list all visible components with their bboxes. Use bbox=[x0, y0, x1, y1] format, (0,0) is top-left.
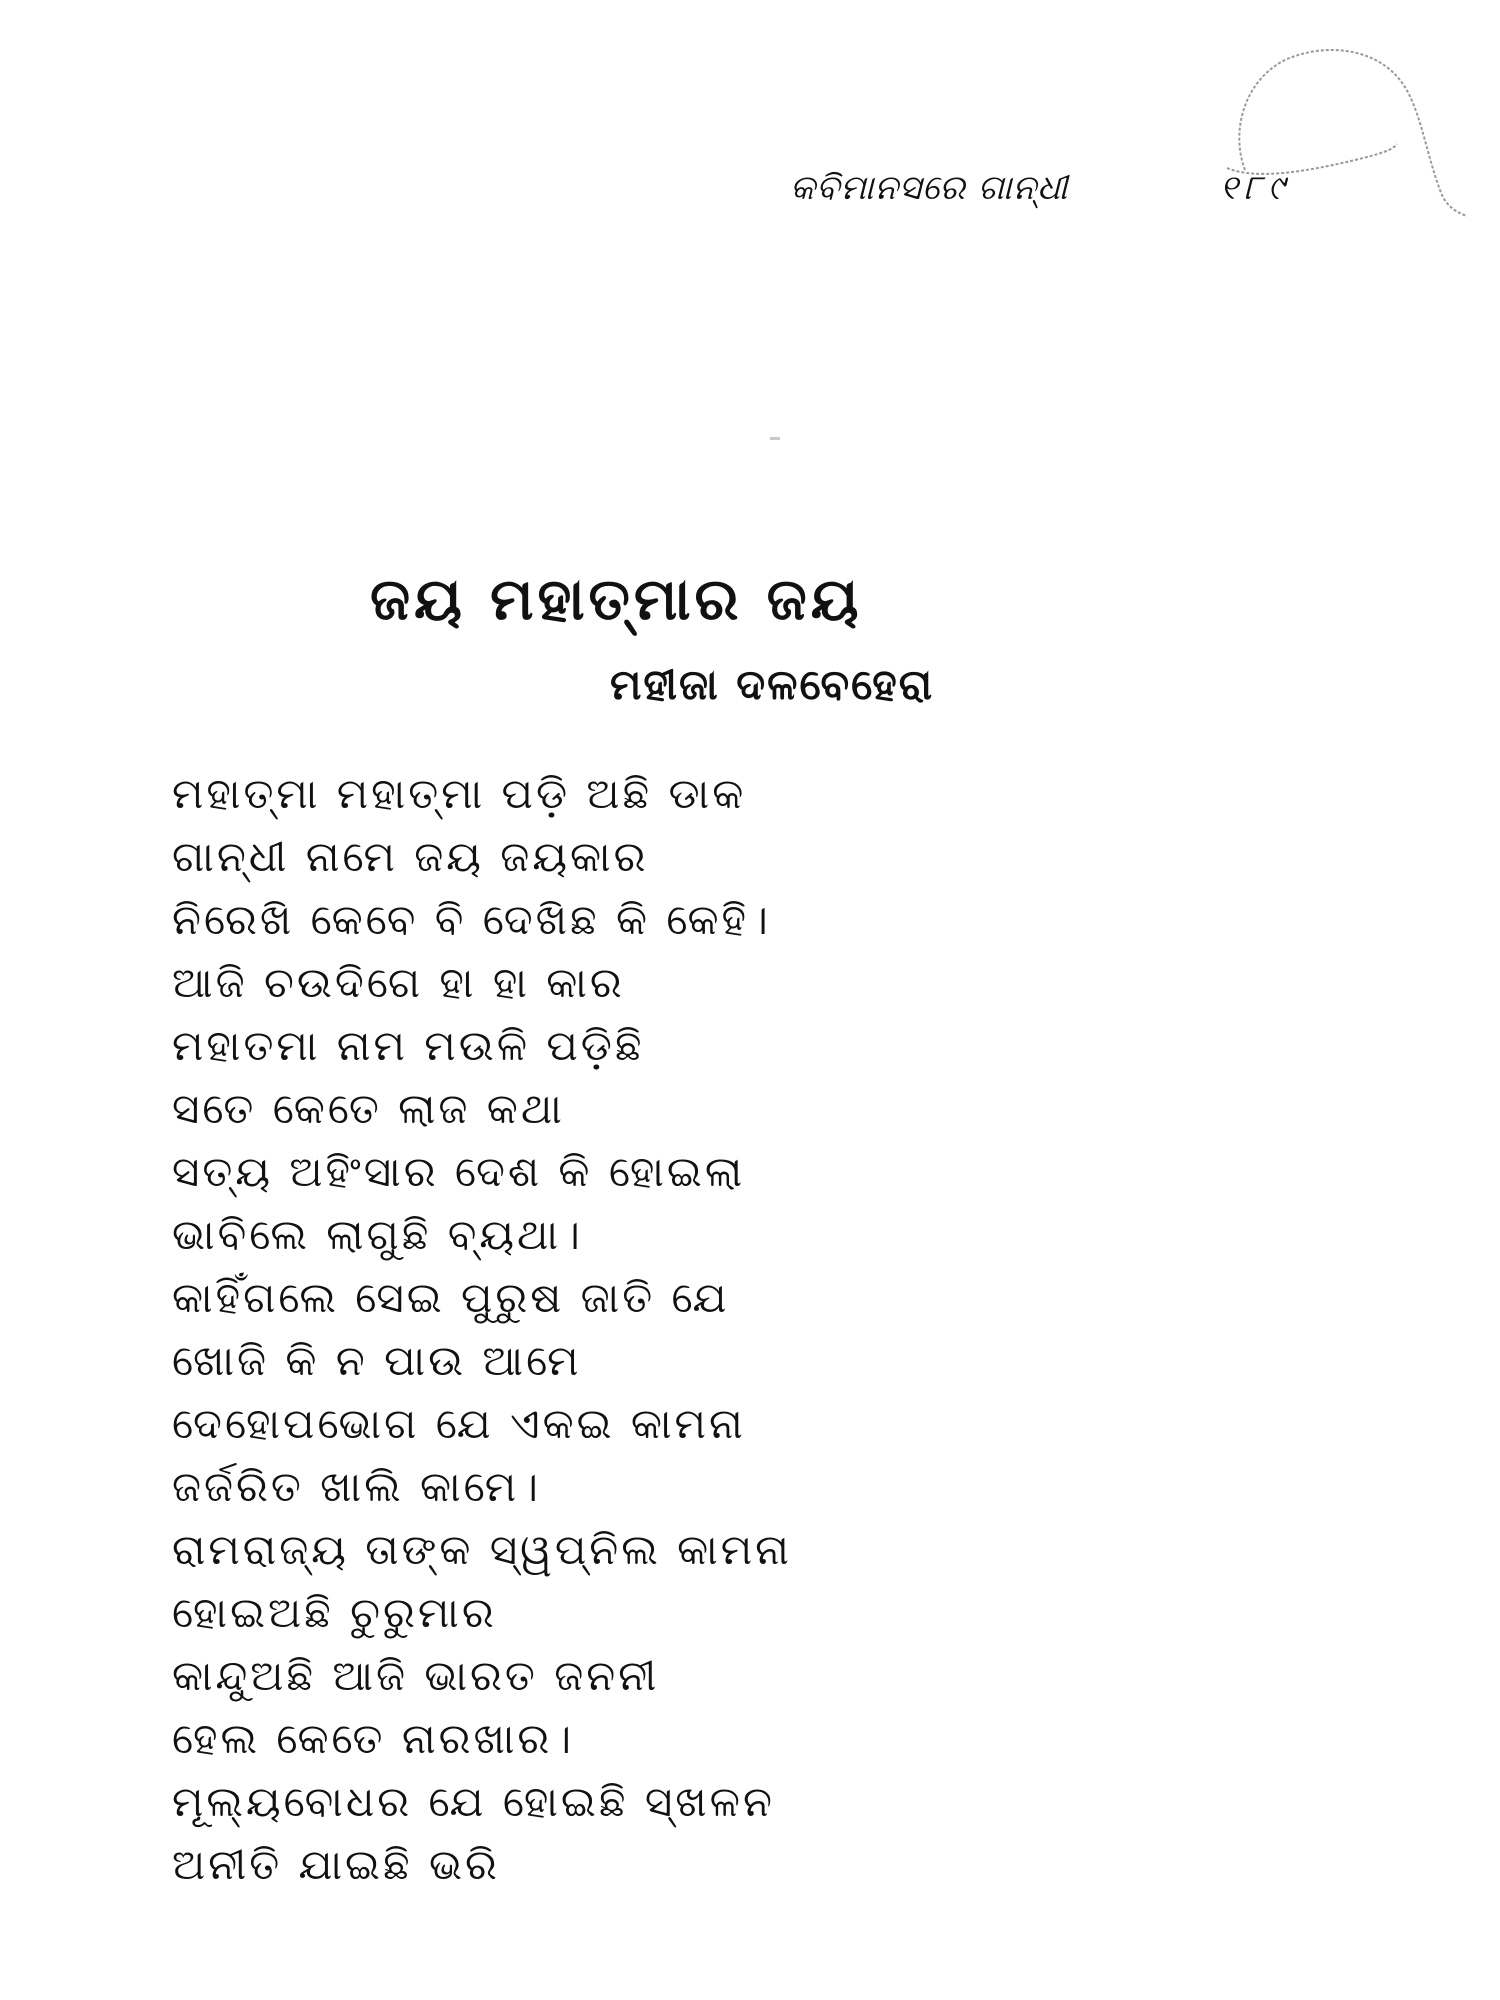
poem-line: ଅନୀତି ଯାଇଛି ଭରି bbox=[172, 1840, 500, 1889]
poem-line: ହୋଇଅଛି ଚୁରୁମାର bbox=[172, 1588, 497, 1637]
poem-line: ଆଜି ଚଉଦିଗେ ହା ହା କାର bbox=[172, 958, 625, 1007]
book-title: କବିମାନସରେ ଗାନ୍ଧୀ bbox=[790, 168, 1069, 208]
poem-line: ନିରେଖି କେବେ ବି ଦେଖିଛ କି କେହି। bbox=[172, 895, 771, 944]
poem-line: ହେଲ କେତେ ନାରଖାର। bbox=[172, 1714, 575, 1763]
poem-body bbox=[172, 762, 1372, 1896]
poem-author: ମହୀଜା ଦଳବେହେରା bbox=[610, 660, 935, 709]
poem-line: ଖୋଜି କି ନ ପାଉ ଆମେ bbox=[172, 1336, 582, 1385]
poem-line: ସତ୍ୟ ଅହିଂସାର ଦେଶ କି ହୋଇଲା bbox=[172, 1147, 746, 1196]
pencil-annotation-mark bbox=[1215, 40, 1475, 220]
page-number: ୧୮୯ bbox=[1220, 168, 1291, 208]
poem-line: ଦେହୋପଭୋଗ ଯେ ଏକଇ କାମନା bbox=[172, 1399, 746, 1448]
scan-speck bbox=[770, 437, 780, 440]
poem-line: ମହାତମା ନାମ ମଉଳି ପଡ଼ିଛି bbox=[172, 1021, 645, 1070]
poem-line: କାହିଁଗଲେ ସେଇ ପୁରୁଷ ଜାତି ଯେ bbox=[172, 1273, 730, 1322]
poem-line: କାନ୍ଦୁଅଛି ଆଜି ଭାରତ ଜନନୀ bbox=[172, 1651, 660, 1700]
poem-line: ରାମରାଜ୍ୟ ତାଙ୍କ ସ୍ୱପ୍ନିଲ କାମନା bbox=[172, 1525, 792, 1574]
poem-line: ଜର୍ଜରିତ ଖାଲି କାମେ। bbox=[172, 1462, 542, 1511]
poem-title: ଜୟ ମହାତ୍ମାର ଜୟ bbox=[370, 565, 863, 633]
poem-line: ଗାନ୍ଧୀ ନାମେ ଜୟ ଜୟକାର bbox=[172, 832, 649, 881]
poem-line: ମୂଲ୍ୟବୋଧର ଯେ ହୋଇଛି ସ୍ଖଳନ bbox=[172, 1777, 775, 1826]
poem-line: ମହାତ୍ମା ମହାତ୍ମା ପଡ଼ି ଅଛି ଡାକ bbox=[172, 769, 747, 818]
poem-line: ସତେ କେତେ ଲାଜ କଥା bbox=[172, 1084, 565, 1133]
poem-line: ଭାବିଲେ ଲାଗୁଛି ବ୍ୟଥା। bbox=[172, 1210, 583, 1259]
